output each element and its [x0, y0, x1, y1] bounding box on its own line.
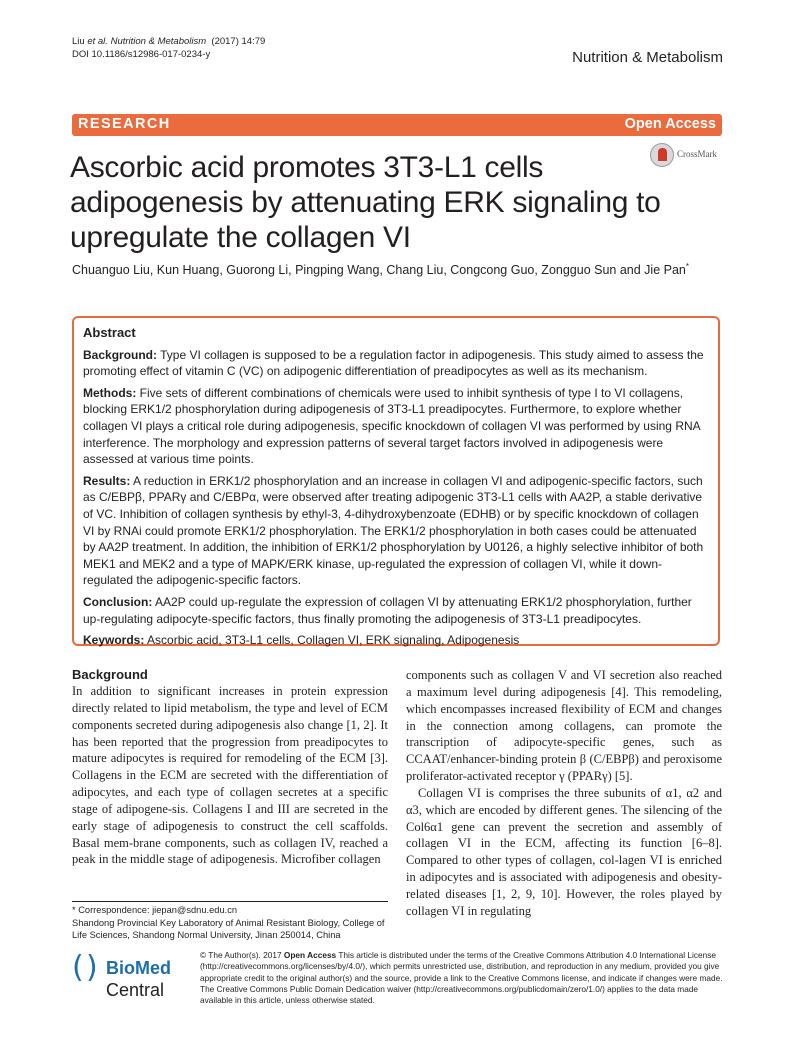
abstract-heading: Abstract: [83, 325, 136, 340]
body-column-left: [72, 667, 388, 868]
section-heading-background: Background: [72, 667, 148, 682]
affiliation: Shandong Provincial Key Laboratory of Animal Resistant Biology, College of Life Sciences, Shandong Normal University, Jinan 250014, China: [72, 917, 385, 940]
publisher-name: BioMed Central: [106, 958, 171, 1000]
abstract-conclusion: Conclusion: AA2P could up-regulate the expression of collagen VI by attenuating ERK1/2 phosphorylation, further up-regulating adipocyte-specific factors, thus finally promoting the adipogenesis of 3T3-L1 preadipocytes.: [83, 594, 692, 626]
abstract-methods: Methods: Five sets of different combinations of chemicals were used to inhibit synthesis of type I to VI collagens, blocking ERK1/2 phosphorylation during adipogenesis of 3T3-L1 preadipocytes. Furthermore, to explore whether collagen VI plays a critical role during adipogenesis, specific knockdown of collagen VI was performed by using RNA interference. The morphology and expression patterns of several target factors involved in adipogenesis were assessed at various time points.: [83, 385, 700, 467]
abstract-background: Background: Type VI collagen is supposed to be a regulation factor in adipogenesis. This study aimed to assess the promoting effect of vitamin C (VC) on adipogenic differentiation of preadipocytes as well as its mechanism.: [83, 347, 704, 379]
license-statement: © The Author(s). 2017 Open Access This article is distributed under the terms of the Creative Commons Attribution 4.0 International License (http://creativecommons.org/licenses/by/4.0/), which permits unrestricted use, distribution, and reproduction in any medium, provided you give appropriate credit to the original author(s) and the source, provide a link to the Creative Commons license, and indicate if changes were made. The Creative Commons Public Domain Dedication waiver (http://creativecommons.org/publicdomain/zero/1.0/) applies to the data made available in this article, unless otherwise stated.: [200, 950, 723, 1006]
footnote-divider: [72, 901, 388, 902]
article-type-label: RESEARCH: [78, 116, 171, 132]
author-list: Chuanguo Liu, Kun Huang, Guorong Li, Pingping Wang, Chang Liu, Congcong Guo, Zongguo Sun and Jie Pan*: [72, 262, 689, 278]
footnote: [72, 904, 392, 942]
article-type-banner: [72, 114, 722, 136]
body-column-right: [406, 667, 722, 920]
abstract-keywords: Keywords: Ascorbic acid, 3T3-L1 cells, Collagen VI, ERK signaling, Adipogenesis: [83, 633, 520, 648]
citation-header: [72, 35, 265, 61]
body-paragraph: Collagen VI is comprises the three subunits of α1, α2 and α3, which are encoded by different genes. The silencing of the Col6α1 gene can prevent the secretion and assembly of collagen VI in the ECM, affecting its function [6–8]. Compared to other types of collagen, col-lagen VI is enriched in adipocytes and is associated with adipogenesis and obesity-related diseases [1, 2, 9, 10]. However, the roles played by collagen VI in regulating: [406, 785, 722, 918]
logo-left-paren-icon: (: [72, 950, 84, 985]
logo-right-paren-icon: ): [86, 950, 98, 985]
body-paragraph: In addition to significant increases in protein expression directly related to lipid metabolism, the type and level of ECM components secreted during adipogenesis also change [1, 2]. It has been reported that the progression from preadipocytes to mature adipocytes is required for remodeling of the ECM [3]. Collagens in the ECM are secreted with the differentiation of adipocytes, and each type of collagen secretes at a specific stage of adipogene-sis. Collagens I and III are secreted in the early stage of adipogenesis to construct the cell scaffolds. Basal mem-brane components, such as collagen IV, reached a peak in the middle stage of adipogenesis. Microfiber collagen: [72, 684, 388, 867]
abstract-box: [72, 316, 720, 646]
citation-line: Liu et al. Nutrition & Metabolism (2017) 14:79: [72, 36, 266, 47]
correspondence: * Correspondence: jiepan@sdnu.edu.cn: [72, 905, 238, 915]
body-paragraph: components such as collagen V and VI secretion also reached a maximum level during adipogenesis [4]. This remodeling, which encompasses increased flexibility of ECM and changes in the connection among collagens, can promote the transcription of adipocyte-specific genes, such as CCAAT/enhancer-binding protein β (C/EBPβ) and peroxisome proliferator-activated receptor γ (PPARγ) [5].: [406, 668, 722, 784]
abstract-results: Results: A reduction in ERK1/2 phosphorylation and an increase in collagen VI and adipogenic-specific factors, such as C/EBPβ, PPARγ and C/EBPα, were observed after treating adipogenic 3T3-L1 cells with AA2P, a stable derivative of VC. Inhibition of collagen synthesis by ethyl-3, 4-dihydroxybenzoate (EDHB) or by specific knockdown of collagen VI by RNAi could promote ERK1/2 phosphorylation. The ERK1/2 phosphorylation in both cases could be attenuated by AA2P treatment. In addition, the inhibition of ERK1/2 phosphorylation by U0126, a highly selective inhibitor of both MEK1 and MEK2 and a type of MAPK/ERK kinase, up-regulated the expression of collagen VI, while it down-regulated the adipogenic-specific factors.: [83, 473, 704, 588]
corresponding-mark: *: [685, 262, 689, 271]
doi: DOI 10.1186/s12986-017-0234-y: [72, 49, 211, 60]
article-title: Ascorbic acid promotes 3T3-L1 cells adipogenesis by attenuating ERK signaling to upregulate the collagen VI: [70, 151, 661, 254]
open-access-label: Open Access: [624, 116, 716, 132]
journal-name: Nutrition & Metabolism: [572, 49, 723, 66]
crossmark-label: CrossMark: [677, 149, 717, 159]
